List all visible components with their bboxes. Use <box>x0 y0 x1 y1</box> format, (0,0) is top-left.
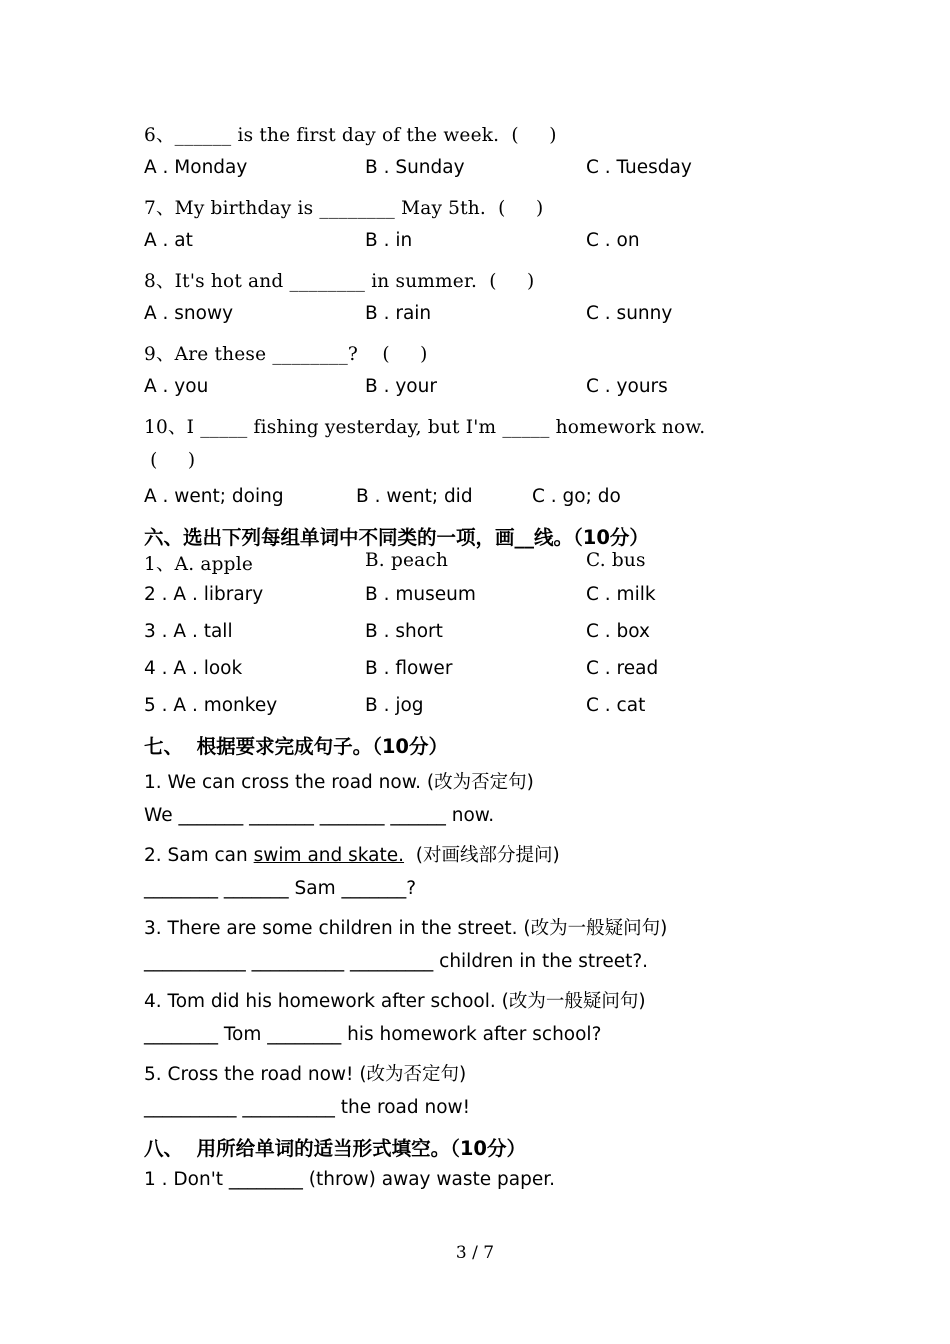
s6-item4-c: C . read <box>586 658 659 679</box>
s8-sentence1: 1 . Don't ________ (throw) away waste paper. <box>144 1169 555 1190</box>
s6-item3-c: C . box <box>586 621 651 642</box>
q7-option-b: B . in <box>365 230 413 251</box>
s7-sentence4: 4. Tom did his homework after school. (改为一般疑问句) <box>144 991 646 1012</box>
section7-heading: 七、 根据要求完成句子。（10分） <box>144 735 448 758</box>
q10-option-a: A . went; doing <box>144 486 284 507</box>
s6-item5-b: B . jog <box>365 695 424 716</box>
section6-heading: 六、选出下列每组单词中不同类的一项，画__线。（10分） <box>144 526 649 549</box>
s6-item4-a: 4 . A . look <box>144 658 243 679</box>
s6-item1-b: B. peach <box>365 550 449 571</box>
q7-option-c: C . on <box>586 230 640 251</box>
s7-answer5: __________ __________ the road now! <box>144 1097 471 1118</box>
q9-option-a: A . you <box>144 376 209 397</box>
s7-answer3: ___________ __________ _________ children in the street?. <box>144 951 649 972</box>
s7-sentence5: 5. Cross the road now! (改为否定句) <box>144 1064 467 1085</box>
s6-item3-b: B . short <box>365 621 443 642</box>
q7-option-a: A . at <box>144 230 193 251</box>
s7-sentence2-underlined: swim and skate. <box>253 845 405 866</box>
s6-item1-a: 1、A. apple <box>144 554 253 575</box>
q6-stem: 6、______ is the first day of the week. ( ) <box>144 125 557 146</box>
q9-option-c: C . yours <box>586 376 668 397</box>
q8-option-b: B . rain <box>365 303 432 324</box>
s6-item5-c: C . cat <box>586 695 646 716</box>
s7-answer4: ________ Tom ________ his homework after school? <box>144 1024 602 1045</box>
s7-sentence1: 1. We can cross the road now. (改为否定句) <box>144 772 534 793</box>
q6-option-c: C . Tuesday <box>586 157 692 178</box>
q8-stem: 8、It's hot and ________ in summer. ( ) <box>144 271 535 292</box>
page-number: 3 / 7 <box>455 1243 495 1263</box>
s7-answer2: ________ _______ Sam _______? <box>144 878 417 899</box>
q6-option-a: A . Monday <box>144 157 248 178</box>
q7-stem: 7、My birthday is ________ May 5th. ( ) <box>144 198 544 219</box>
s6-item5-a: 5 . A . monkey <box>144 695 278 716</box>
q10-option-b: B . went; did <box>356 486 473 507</box>
s6-item2-a: 2 . A . library <box>144 584 264 605</box>
q10-stem: 10、I _____ fishing yesterday, but I'm _____ homework now. <box>144 417 706 438</box>
section8-heading: 八、 用所给单词的适当形式填空。（10分） <box>144 1137 526 1160</box>
s7-sentence2 <box>144 841 560 867</box>
s7-sentence2-pre: 2. Sam can <box>144 845 254 866</box>
s7-answer1: We _______ _______ _______ ______ now. <box>144 805 495 826</box>
s6-item1-c: C. bus <box>586 550 646 571</box>
q8-option-c: C . sunny <box>586 303 673 324</box>
q6-option-b: B . Sunday <box>365 157 465 178</box>
q10-option-c: C . go; do <box>532 486 621 507</box>
q9-stem: 9、Are these ________? ( ) <box>144 344 428 365</box>
q10-answer-paren: ( ) <box>144 450 196 471</box>
s6-item2-c: C . milk <box>586 584 656 605</box>
s6-item3-a: 3 . A . tall <box>144 621 233 642</box>
q9-option-b: B . your <box>365 376 437 397</box>
q8-option-a: A . snowy <box>144 303 234 324</box>
s7-sentence3: 3. There are some children in the street. (改为一般疑问句) <box>144 918 668 939</box>
s6-item2-b: B . museum <box>365 584 476 605</box>
s6-item4-b: B . flower <box>365 658 453 679</box>
s7-sentence2-post: (对画线部分提问) <box>404 845 560 866</box>
